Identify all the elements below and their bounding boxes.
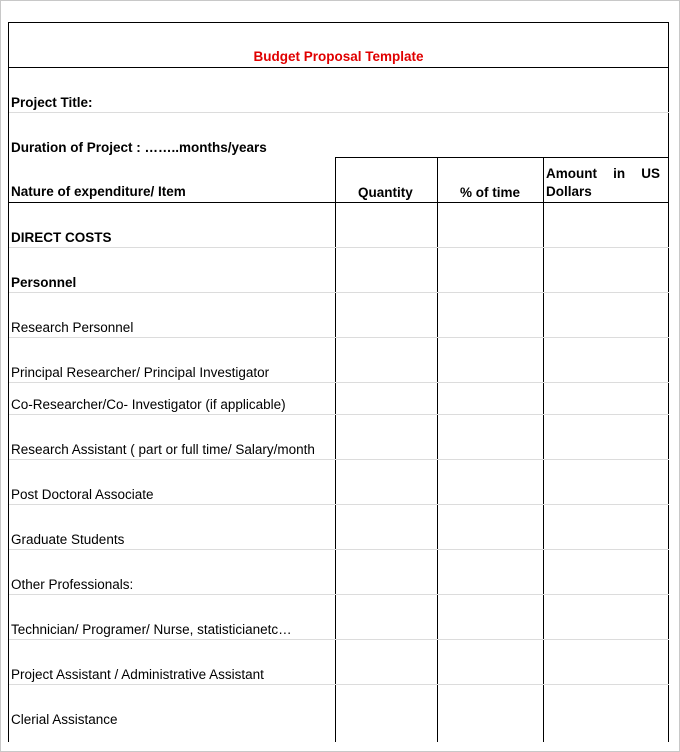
budget-row-label: Project Assistant / Administrative Assistant	[11, 667, 264, 682]
column-divider-percent	[437, 157, 438, 742]
column-header-item: Nature of expenditure/ Item	[11, 184, 186, 199]
budget-row-label: Co-Researcher/Co- Investigator (if applicable)	[11, 397, 286, 412]
row-gridline	[9, 594, 669, 595]
row-gridline	[9, 504, 669, 505]
budget-row-label: Other Professionals:	[11, 577, 134, 592]
row-gridline	[9, 292, 669, 293]
column-divider-quantity	[335, 157, 336, 742]
budget-row-label: Research Personnel	[11, 320, 134, 335]
budget-row-label: Personnel	[11, 275, 77, 290]
budget-row-label: Technician/ Programer/ Nurse, statisticianetc…	[11, 622, 292, 637]
budget-row-label: DIRECT COSTS	[11, 230, 112, 245]
amount-word-4: Dollars	[546, 184, 592, 199]
row-gridline	[9, 414, 669, 415]
project-title-label: Project Title:	[11, 95, 93, 110]
amount-word-1: Amount	[546, 166, 597, 181]
budget-row-label: Principal Researcher/ Principal Investigator	[11, 365, 270, 380]
duration-label: Duration of Project : ……..months/years	[11, 140, 267, 155]
row-gridline	[9, 337, 669, 338]
column-header-divider	[9, 202, 669, 203]
column-header-quantity: Quantity	[358, 185, 413, 200]
column-header-amount	[546, 165, 660, 201]
amount-word-2: in	[613, 166, 626, 181]
row-gridline	[9, 459, 669, 460]
budget-row-label: Research Assistant ( part or full time/ Salary/month	[11, 442, 315, 457]
budget-row-label: Post Doctoral Associate	[11, 487, 154, 502]
title-divider	[9, 67, 669, 68]
row-gridline	[9, 382, 669, 383]
row-gridline	[9, 549, 669, 550]
row-gridline	[9, 247, 669, 248]
budget-row-label: Clerial Assistance	[11, 712, 118, 727]
row-gridline	[9, 639, 669, 640]
duration-divider	[335, 157, 669, 158]
project-title-divider	[9, 112, 669, 113]
column-header-percent-time: % of time	[460, 185, 521, 200]
amount-word-3: US	[641, 166, 660, 181]
budget-row-label: Graduate Students	[11, 532, 125, 547]
document-title: Budget Proposal Template	[253, 49, 424, 64]
column-divider-amount	[543, 157, 544, 742]
row-gridline	[9, 684, 669, 685]
